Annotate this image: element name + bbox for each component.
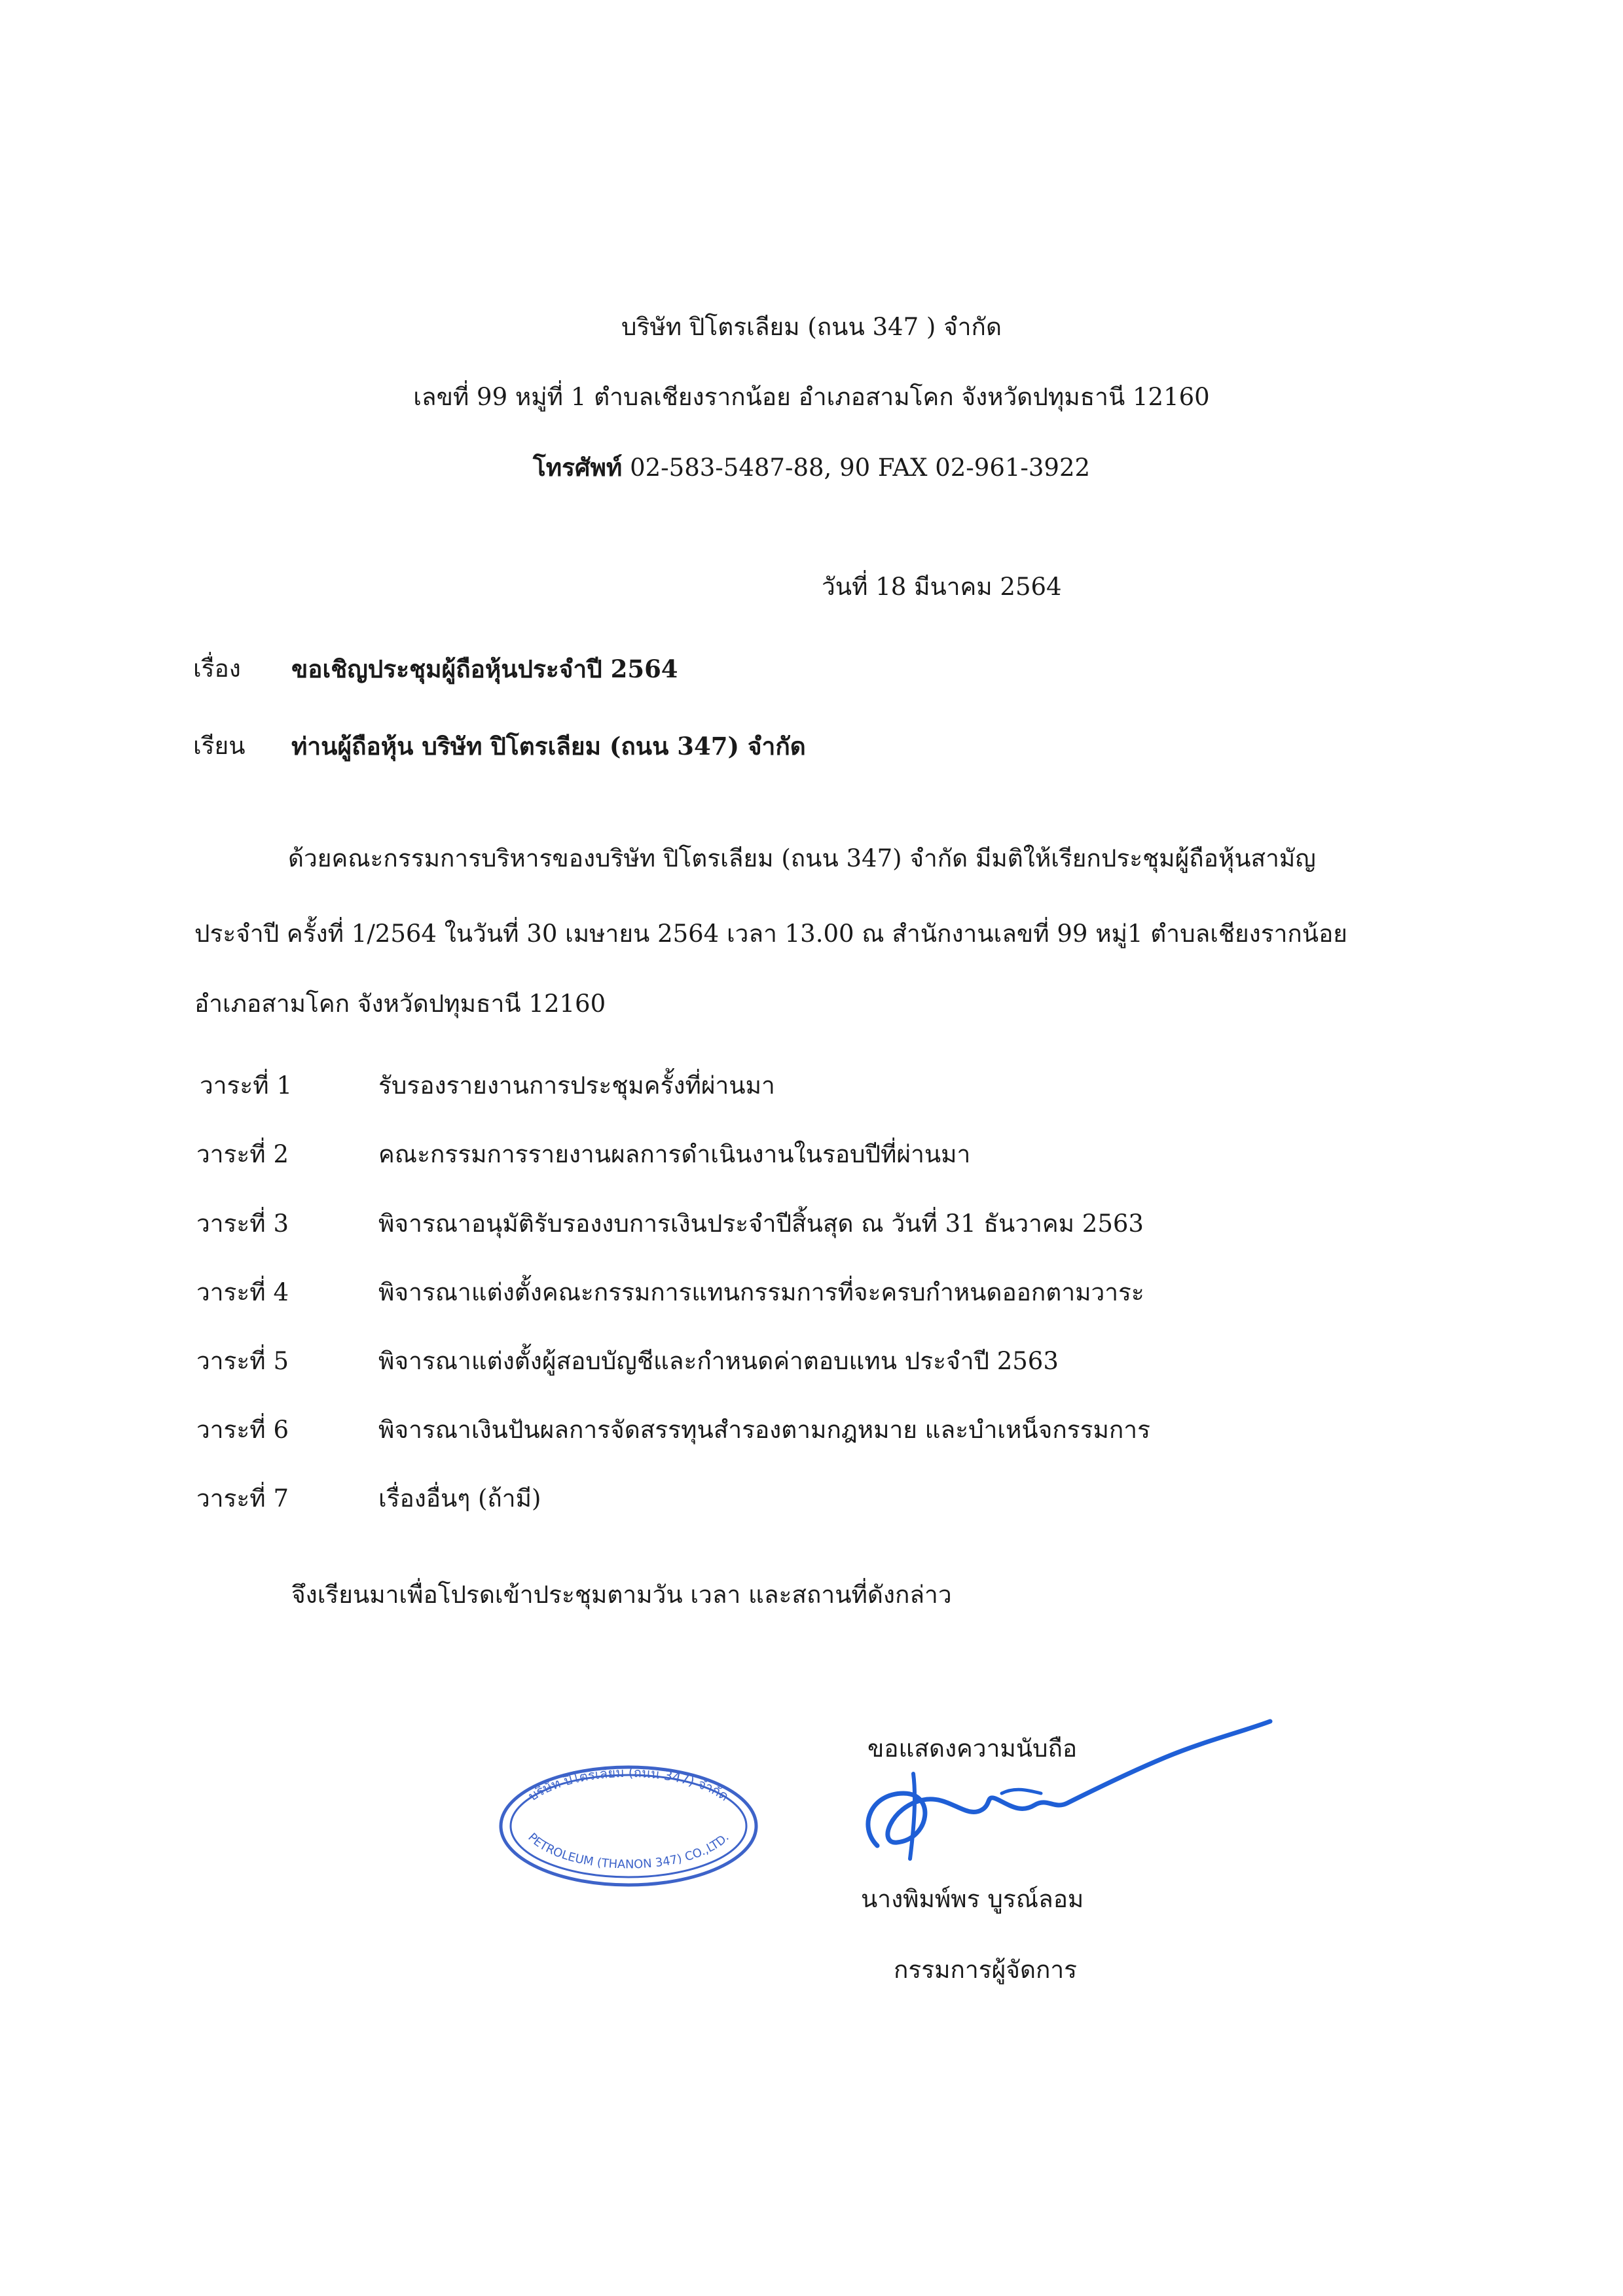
signer-title: กรรมการผู้จัดการ xyxy=(894,1956,1078,1984)
agenda-text-4: พิจารณาแต่งตั้งคณะกรรมการแทนกรรมการที่จะครบกำหนดออกตามวาระ xyxy=(378,1278,1144,1306)
signer-name: นางพิมพ์พร บูรณ์ลอม xyxy=(861,1885,1084,1913)
recipient-label: เรียน xyxy=(193,732,246,760)
recipient-text: ท่านผู้ถือหุ้น บริษัท ปิโตรเลียม (ถนน 347) จำกัด xyxy=(291,732,806,761)
agenda-label-6: วาระที่ 6 xyxy=(196,1416,289,1444)
agenda-label-3: วาระที่ 3 xyxy=(196,1210,289,1238)
phone-value: 02-583-5487-88, 90 FAX 02-961-3922 xyxy=(630,454,1091,482)
company-name: บริษัท ปิโตรเลียม (ถนน 347 ) จำกัด xyxy=(621,313,1002,341)
svg-text:บริษัท ปิโตรเลียม (ถนน 347) จำ: บริษัท ปิโตรเลียม (ถนน 347) จำกัด xyxy=(525,1764,732,1804)
agenda-text-2: คณะกรรมการรายงานผลการดำเนินงานในรอบปีที่ผ่านมา xyxy=(378,1140,971,1168)
svg-text:PETROLEUM (THANON 347) CO.,LTD: PETROLEUM (THANON 347) CO.,LTD. xyxy=(525,1830,732,1872)
agenda-text-7: เรื่องอื่นๆ (ถ้ามี) xyxy=(378,1484,541,1513)
signoff-regards: ขอแสดงความนับถือ xyxy=(867,1734,1078,1763)
agenda-label-2: วาระที่ 2 xyxy=(196,1140,289,1168)
body-line-1: ด้วยคณะกรรมการบริหารของบริษัท ปิโตรเลียม (ถนน 347) จำกัด มีมติให้เรียกประชุมผู้ถือหุ้นสามัญ xyxy=(288,844,1316,872)
closing-line: จึงเรียนมาเพื่อโปรดเข้าประชุมตามวัน เวลา และสถานที่ดังกล่าว xyxy=(291,1581,952,1609)
agenda-label-7: วาระที่ 7 xyxy=(196,1484,289,1513)
agenda-label-1: วาระที่ 1 xyxy=(200,1071,292,1100)
subject-label: เรื่อง xyxy=(193,655,241,683)
signature-mark xyxy=(851,1695,1283,1892)
agenda-text-6: พิจารณาเงินปันผลการจัดสรรทุนสำรองตามกฎหมาย และบำเหน็จกรรมการ xyxy=(378,1416,1150,1444)
agenda-label-4: วาระที่ 4 xyxy=(196,1278,289,1306)
company-seal xyxy=(491,1754,766,1892)
company-contact xyxy=(0,453,1623,482)
letter-date: วันที่ 18 มีนาคม 2564 xyxy=(822,573,1062,601)
agenda-text-3: พิจารณาอนุมัติรับรองงบการเงินประจำปีสิ้นสุด ณ วันที่ 31 ธันวาคม 2563 xyxy=(378,1210,1144,1238)
subject-text: ขอเชิญประชุมผู้ถือหุ้นประจำปี 2564 xyxy=(291,655,678,683)
phone-label: โทรศัพท์ xyxy=(532,453,623,482)
company-address: เลขที่ 99 หมู่ที่ 1 ตำบลเชียงรากน้อย อำเภอสามโคก จังหวัดปทุมธานี 12160 xyxy=(413,383,1210,411)
agenda-text-1: รับรองรายงานการประชุมครั้งที่ผ่านมา xyxy=(378,1071,775,1100)
agenda-label-5: วาระที่ 5 xyxy=(196,1347,289,1375)
body-line-2: ประจำปี ครั้งที่ 1/2564 ในวันที่ 30 เมษายน 2564 เวลา 13.00 ณ สำนักงานเลขที่ 99 หมู่1 ตำบลเชียงรากน้อย xyxy=(194,920,1347,948)
agenda-text-5: พิจารณาแต่งตั้งผู้สอบบัญชีและกำหนดค่าตอบแทน ประจำปี 2563 xyxy=(378,1347,1059,1375)
body-line-3: อำเภอสามโคก จังหวัดปทุมธานี 12160 xyxy=(194,990,606,1018)
